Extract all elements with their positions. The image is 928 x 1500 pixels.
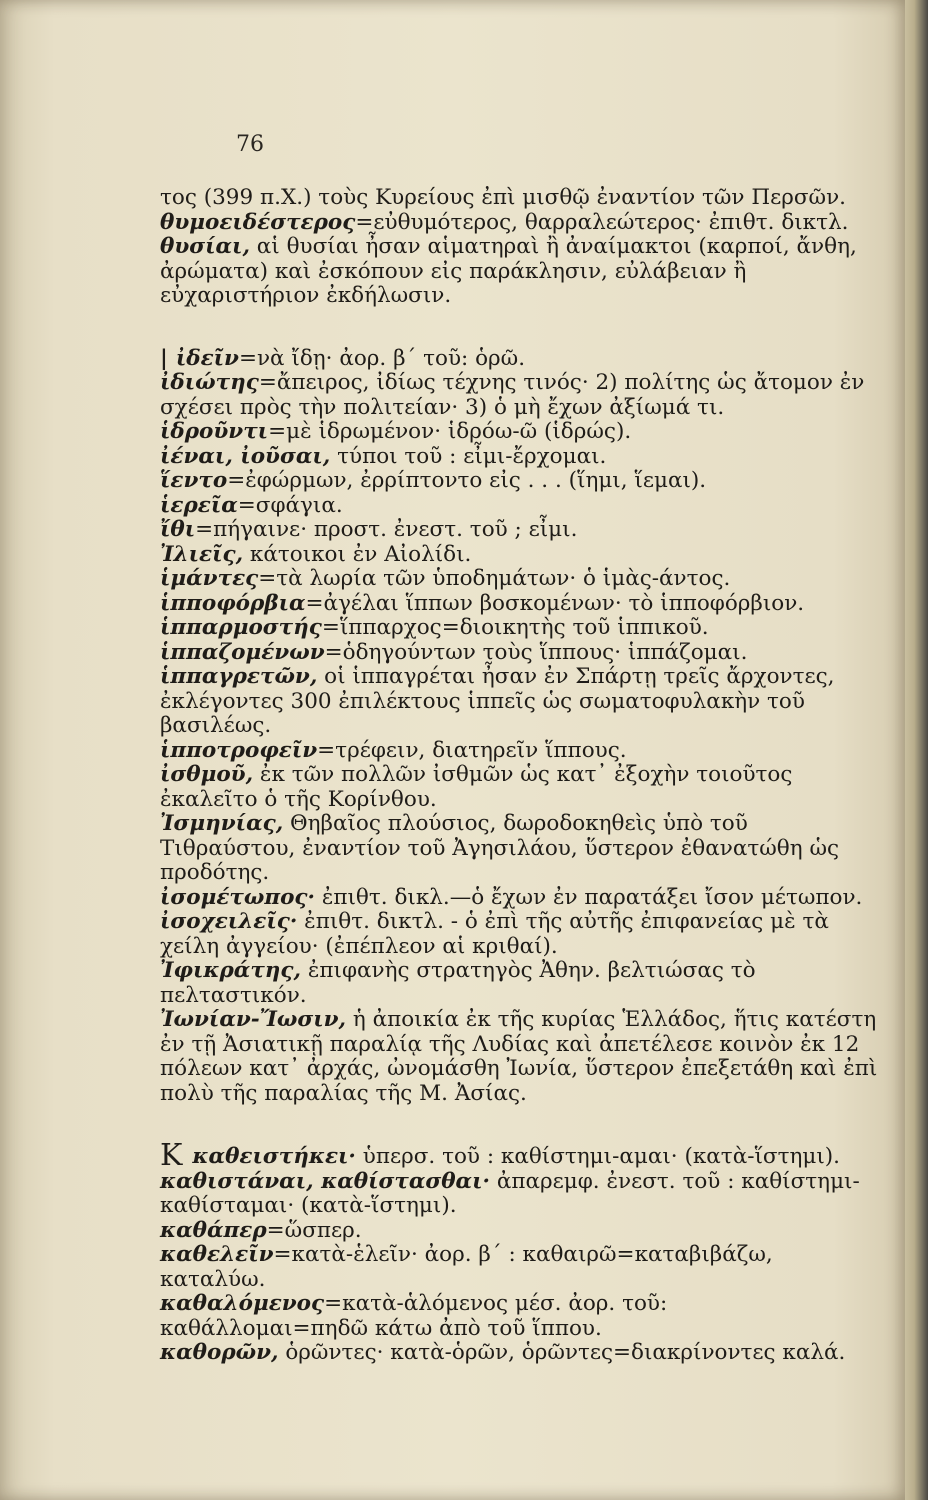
glossary-entry: καθιστάναι, καθίστασθαι· ἀπαρεμφ. ἐνεστ. τοῦ : καθίστημι-καθίσταμαι· (κατὰ-ἵστημι). <box>160 1168 860 1218</box>
glossary-entry: ἴθι=πήγαινε· προστ. ἐνεστ. τοῦ ; εἶμι. <box>160 517 578 542</box>
headword: ἱπποφόρβια <box>160 590 306 616</box>
headword: καθιστάναι, καθίστασθαι· <box>160 1168 490 1194</box>
headword: ἱδροῦντι <box>160 419 269 444</box>
glossary-text <box>160 186 882 1366</box>
headword: ἱππαγρετῶν, <box>160 664 318 689</box>
headword: Ἰσμηνίας, <box>160 811 284 836</box>
headword: Ἰωνίαν-Ἴωσιν, <box>160 1007 347 1032</box>
glossary-entry: Ἰλιεῖς, κάτοικοι ἐν Αἰολίδι. <box>160 541 472 567</box>
section-marker-i: | <box>160 345 168 371</box>
glossary-entry: ἱπποτροφεῖν=τρέφειν, διατηρεῖν ἵππους. <box>160 737 627 763</box>
headword: ἵεντο <box>160 468 228 493</box>
glossary-entry: ἱππαζομένων=ὁδηγούντων τοὺς ἵππους· ἱππάζομαι. <box>160 639 748 665</box>
glossary-entry: ἰσομέτωπος· ἐπιθτ. δικλ.—ὁ ἔχων ἐν παρατάξει ἴσον μέτωπον. <box>160 884 863 910</box>
glossary-entry: θυσίαι, αἱ θυσίαι ἦσαν αἱματηραὶ ἢ ἀναίμακτοι (καρποί, ἄνθη, ἀρώματα) καὶ ἐσκόπουν εἰς παράκλησιν, εὐλάβειαν ἢ εὐχαριστήριον ἐκδήλωσιν. <box>160 234 857 308</box>
glossary-entry: ἱπποφόρβια=ἀγέλαι ἵππων βοσκομένων· τὸ ἱπποφόρβιον. <box>160 590 805 616</box>
headword: καθορῶν, <box>160 1340 279 1365</box>
glossary-entry: Κ καθειστήκει· ὑπερσ. τοῦ : καθίστημι-αμαι· (κατὰ-ἵστημι). <box>160 1138 840 1173</box>
glossary-entry: ἱμάντες=τὰ λωρία τῶν ὑποδημάτων· ὁ ἱμὰς-άντος. <box>160 566 731 591</box>
headword: καθελεῖν <box>160 1242 274 1267</box>
glossary-entry: καθορῶν, ὁρῶντες· κατὰ-ὁρῶν, ὁρῶντες=διακρίνοντες καλά. <box>160 1340 846 1365</box>
glossary-entry: | ἰδεῖν=νὰ ἴδῃ· ἀορ. β΄ τοῦ: ὁρῶ. <box>160 345 526 371</box>
headword: Ἰλιεῖς, <box>160 541 244 567</box>
glossary-entry: ἱππαρμοστής=ἵππαρχος=διοικητὴς τοῦ ἱππικοῦ. <box>160 615 709 640</box>
headword: ἰσοχειλεῖς· <box>160 909 298 934</box>
headword: ἱμάντες <box>160 566 259 591</box>
glossary-entry: θυμοειδέστερος=εὐθυμότερος, θαρραλεώτερος· ἐπιθτ. δικτλ. <box>160 209 849 235</box>
headword: καθειστήκει· <box>192 1144 356 1169</box>
headword: ἱππαζομένων <box>160 639 325 665</box>
section-marker-k: Κ <box>160 1138 183 1173</box>
headword: ἰδεῖν <box>175 345 239 371</box>
headword: θυμοειδέστερος <box>160 209 356 235</box>
glossary-entry: ἵεντο=ἐφώρμων, ἐρρίπτοντο εἰς . . . (ἵημι, ἵεμαι). <box>160 468 707 493</box>
headword: καθάπερ <box>160 1217 267 1243</box>
headword: καθαλόμενος <box>160 1291 325 1316</box>
glossary-entry: καθελεῖν=κατὰ-ἑλεῖν· ἀορ. β΄ : καθαιρῶ=καταβιβάζω, καταλύω. <box>160 1242 773 1292</box>
page-edge <box>905 0 928 1500</box>
headword: ἰέναι, ἰοῦσαι, <box>160 443 331 469</box>
headword: Ἰφικράτης, <box>160 958 302 983</box>
glossary-entry: καθάπερ=ὥσπερ. <box>160 1217 362 1243</box>
glossary-entry: καθαλόμενος=κατὰ-ἁλόμενος μέσ. ἀορ. τοῦ: καθάλλομαι=πηδῶ κάτω ἀπὸ τοῦ ἵππου. <box>160 1291 668 1341</box>
glossary-entry: ἱδροῦντι=μὲ ἱδρωμένον· ἱδρόω-ῶ (ἱδρώς). <box>160 419 632 444</box>
glossary-entry: Ἰωνίαν-Ἴωσιν, ἡ ἀποικία ἐκ τῆς κυρίας Ἑλλάδος, ἥτις κατέστη ἐν τῇ Ἀσιατικῇ παραλίᾳ τῆς Λυδίας καὶ ἀπετέλεσε κοινὸν ἐκ 12 πόλεων κατ᾽ ἀρχάς, ὠνομάσθη Ἰωνία, ὕστερον ἐπεξετάθη καὶ ἐπὶ πολὺ τῆς παραλίας τῆς Μ. Ἀσίας. <box>160 1007 878 1106</box>
headword: ἰσομέτωπος· <box>160 884 315 910</box>
glossary-entry: Ἰσμηνίας, Θηβαῖος πλούσιος, δωροδοκηθεὶς ὑπὸ τοῦ Τιθραύστου, ἐναντίον τοῦ Ἀγησιλάου, ὕστερον ἐθανατώθη ὡς προδότης. <box>160 811 840 885</box>
headword: θυσίαι, <box>160 234 250 259</box>
headword: ἱερεῖα <box>160 492 238 518</box>
glossary-entry: τος (399 π.Χ.) τοὺς Κυρείους ἐπὶ μισθῷ ἐναντίον τῶν Περσῶν. <box>160 185 846 210</box>
headword: ἱππαρμοστής <box>160 615 322 640</box>
page-number: 76 <box>236 132 264 157</box>
glossary-entry: ἰδιώτης=ἄπειρος, ἰδίως τέχνης τινός· 2) πολίτης ὡς ἄτομον ἐν σχέσει πρὸς τὴν πολιτείαν· 3) ὁ μὴ ἔχων ἀξίωμά τι. <box>160 370 865 420</box>
glossary-entry: Ἰφικράτης, ἐπιφανὴς στρατηγὸς Ἀθην. βελτιώσας τὸ πελταστικόν. <box>160 958 756 1008</box>
glossary-entry: ἰσθμοῦ, ἐκ τῶν πολλῶν ἰσθμῶν ὡς κατ᾽ ἐξοχὴν τοιοῦτος ἐκαλεῖτο ὁ τῆς Κορίνθου. <box>160 762 793 812</box>
glossary-entry: ἱερεῖα=σφάγια. <box>160 492 343 518</box>
glossary-entry: ἰέναι, ἰοῦσαι, τύποι τοῦ : εἶμι-ἔρχομαι. <box>160 443 607 469</box>
headword: ἰδιώτης <box>160 370 259 395</box>
glossary-entry: ἰσοχειλεῖς· ἐπιθτ. δικτλ. - ὁ ἐπὶ τῆς αὐτῆς ἐπιφανείας μὲ τὰ χείλη ἀγγείου· (ἐπέπλεον αἱ κριθαί). <box>160 909 829 959</box>
headword: ἱπποτροφεῖν <box>160 737 318 763</box>
headword: ἴθι <box>160 517 196 542</box>
glossary-entry: ἱππαγρετῶν, οἱ ἱππαγρέται ἦσαν ἐν Σπάρτῃ τρεῖς ἄρχοντες, ἐκλέγοντες 300 ἐπιλέκτους ἱππεῖς ὡς σωματοφυλακὴν τοῦ βασιλέως. <box>160 664 835 738</box>
headword: ἰσθμοῦ, <box>160 762 254 787</box>
